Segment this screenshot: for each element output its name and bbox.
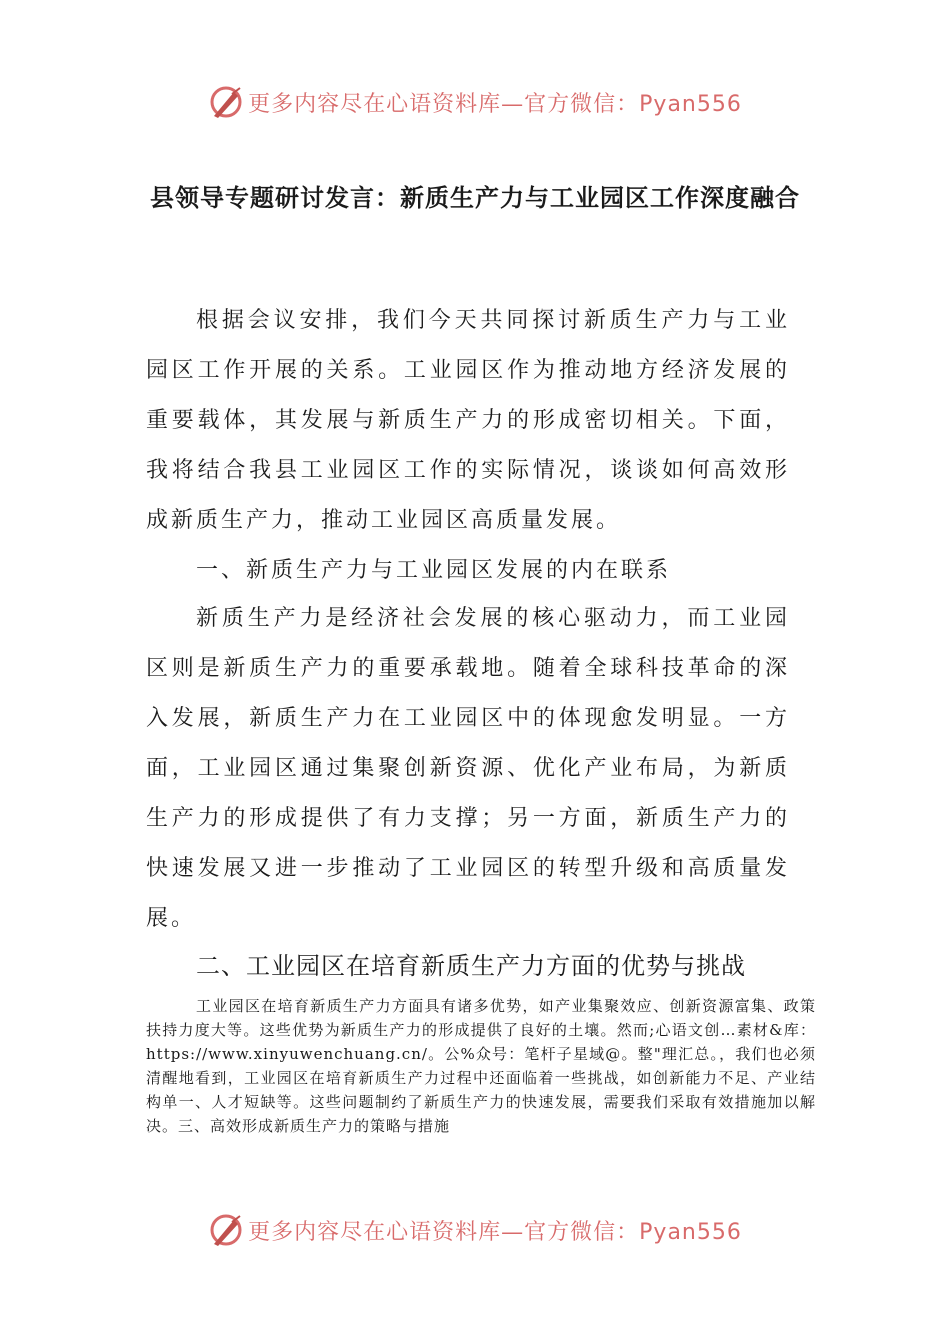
section-1-paragraph: 新质生产力是经济社会发展的核心驱动力，而工业园区则是新质生产力的重要承载地。随着全球科技革命的深入发展，新质生产力在工业园区中的体现愈发明显。一方面，工业园区通过集聚创新资源、优化产业布局，为新质生产力的形成提供了有力支撑；另一方面，新质生产力的快速发展又进一步推动了工业园区的转型升级和高质量发展。: [146, 606, 790, 931]
watermark-banner-bottom: [0, 1208, 950, 1252]
watermark-handle: Pyan556: [639, 1219, 742, 1245]
document-title: 县领导专题研讨发言：新质生产力与工业园区工作深度融合: [150, 183, 800, 212]
watermark-text: [248, 1215, 742, 1246]
section-heading-1: 一、新质生产力与工业园区发展的内在联系: [196, 558, 672, 583]
watermark-handle: Pyan556: [639, 91, 742, 117]
section-2-paragraph: 工业园区在培育新质生产力方面具有诸多优势，如产业集聚效应、创新资源富集、政策扶持力度大等。这些优势为新质生产力的形成提供了良好的土壤。然而;心语文创…素材&库：https://www.xinyuwenchuang.cn/。公%众号：笔杆子星域@。整"理汇总。，我们也必须清醒地看到，工业园区在培育新质生产力过程中还面临着一些挑战，如创新能力不足、产业结构单一、人才短缺等。这些问题制约了新质生产力的快速发展，需要我们采取有效措施加以解决。三、高效形成新质生产力的策略与措施: [146, 997, 816, 1135]
watermark-prefix: 更多内容尽在心语资料库—官方微信：: [248, 91, 640, 117]
watermark-prefix: 更多内容尽在心语资料库—官方微信：: [248, 1219, 640, 1245]
quill-pen-logo-icon: [208, 84, 244, 120]
section-heading-2: 二、工业园区在培育新质生产力方面的优势与挑战: [196, 952, 746, 980]
quill-pen-logo-icon: [208, 1212, 244, 1248]
watermark-text: [248, 87, 742, 118]
watermark-banner-top: [0, 80, 950, 124]
intro-paragraph: 根据会议安排，我们今天共同探讨新质生产力与工业园区工作开展的关系。工业园区作为推动地方经济发展的重要载体，其发展与新质生产力的形成密切相关。下面，我将结合我县工业园区工作的实际情况，谈谈如何高效形成新质生产力，推动工业园区高质量发展。: [146, 308, 790, 533]
